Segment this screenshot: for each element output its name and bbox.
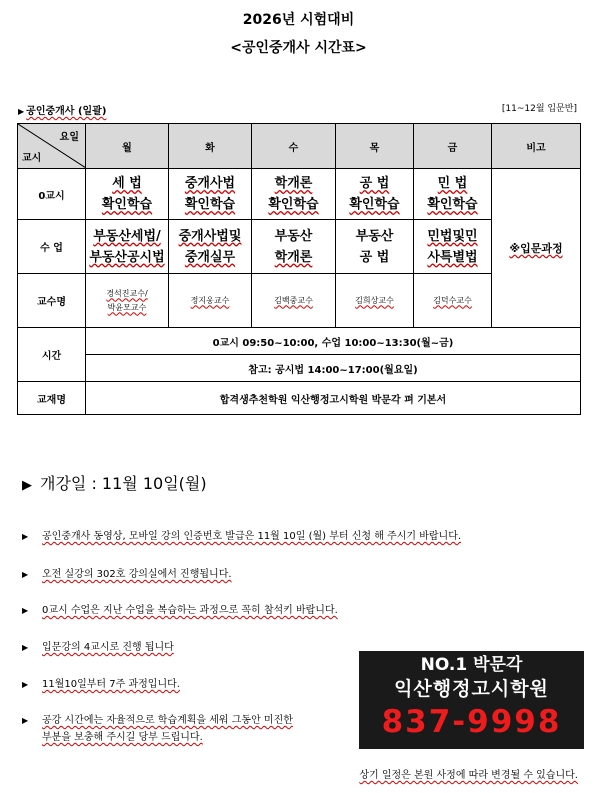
period0-cell-mon: 세 법 확인학습: [86, 169, 169, 220]
day-header-thu: 목: [336, 124, 414, 169]
professor-cell-fri: 김덕수교수: [414, 274, 492, 328]
row-label-class: 수 업: [18, 220, 86, 274]
title-line-1: 2026년 시험대비: [242, 12, 355, 28]
professor-cell-wed: 김백중교수: [252, 274, 336, 328]
row-label-period0: 0교시: [18, 169, 86, 220]
triangle-bullet-icon: ▶: [22, 680, 29, 689]
notice-item: ▶ 11월10일부터 7주 과정입니다.: [22, 676, 180, 693]
class-cell-tue: 중개사법및 중개실무: [169, 220, 252, 274]
table-header-row: [18, 124, 581, 169]
day-header-tue: 화: [169, 124, 252, 169]
class-cell-wed: 부동산 학개론: [252, 220, 336, 274]
row-label-professor: 교수명: [18, 274, 86, 328]
textbook-cell: 합격생추천학원 익산행정고시학원 박문각 펴 기본서: [86, 382, 581, 415]
table-row-time-1: [18, 328, 581, 355]
opening-date: ▶ 개강일 : 11월 10일(월): [22, 474, 207, 493]
day-header-fri: 금: [414, 124, 492, 169]
row-label-time: 시간: [18, 328, 86, 382]
notice-item: ▶ 입문강의 4교시로 진행 됩니다: [22, 639, 174, 656]
table-row-time-2: [18, 355, 581, 382]
notice-item: ▶ 0교시 수업은 지난 수업을 복습하는 과정으로 꼭히 참석키 바랍니다.: [22, 602, 338, 619]
corner-header-cell: [18, 124, 86, 169]
class-cell-mon: 부동산세법/ 부동산공시법: [86, 220, 169, 274]
triangle-bullet-icon: ▶: [22, 606, 29, 615]
table-row-textbook: [18, 382, 581, 415]
triangle-bullet-icon: ▶: [22, 643, 29, 652]
table-row-period0: [18, 169, 581, 220]
remark-header: 비고: [492, 124, 581, 169]
period-label: [11~12월 입문반]: [501, 104, 577, 114]
corner-period-label: 교시: [22, 153, 42, 164]
notice-item: ▶ 공강 시간에는 자율적으로 학습계획을 세워 그동안 미진한 부분을 보충해 주시길 당부 드립니다.: [22, 712, 293, 746]
title-line-2: <공인중개사 시간표>: [230, 40, 367, 56]
period0-cell-thu: 공 법 확인학습: [336, 169, 414, 220]
class-cell-thu: 부동산 공 법: [336, 220, 414, 274]
ad-academy-name: 익산행정고시학원: [394, 678, 549, 700]
academy-advertisement: [359, 651, 584, 749]
corner-day-label: 요일: [59, 132, 79, 143]
day-header-mon: 월: [86, 124, 169, 169]
course-label: ▶ 공인중개사 (일괄): [18, 106, 107, 117]
notice-item: ▶ 공인중개사 동영상, 모바일 강의 인증번호 발급은 11월 10일 (월) 부터 신청 해 주시기 바랍니다.: [22, 528, 461, 545]
ad-tagline: NO.1 박문각: [420, 655, 523, 675]
triangle-bullet-icon: ▶: [18, 107, 25, 116]
remark-cell: ※입문과정: [492, 169, 581, 328]
period0-cell-fri: 민 법 확인학습: [414, 169, 492, 220]
notice-item: ▶ 오전 실강의 302호 강의실에서 진행됩니다.: [22, 566, 232, 583]
period0-cell-tue: 중개사법 확인학습: [169, 169, 252, 220]
triangle-bullet-icon: ▶: [22, 570, 29, 579]
row-label-textbook: 교재명: [18, 382, 86, 415]
day-header-wed: 수: [252, 124, 336, 169]
professor-cell-mon: 경석진교수/ 박윤모교수: [86, 274, 169, 328]
class-cell-fri: 민법및민 사특별법: [414, 220, 492, 274]
time-line-2: 참고: 공시법 14:00~17:00(월요일): [86, 355, 581, 382]
period0-cell-wed: 학개론 확인학습: [252, 169, 336, 220]
professor-cell-tue: 정지웅교수: [169, 274, 252, 328]
triangle-bullet-icon: ▶: [22, 478, 32, 493]
professor-cell-thu: 김희상교수: [336, 274, 414, 328]
ad-phone-number: 837-9998: [381, 704, 562, 740]
triangle-bullet-icon: ▶: [22, 716, 29, 725]
footer-notice: 상기 일정은 본원 사정에 따라 변경될 수 있습니다.: [359, 770, 578, 781]
triangle-bullet-icon: ▶: [22, 532, 29, 541]
time-line-1: 0교시 09:50~10:00, 수업 10:00~13:30(월~금): [86, 328, 581, 355]
schedule-table: [17, 123, 581, 415]
